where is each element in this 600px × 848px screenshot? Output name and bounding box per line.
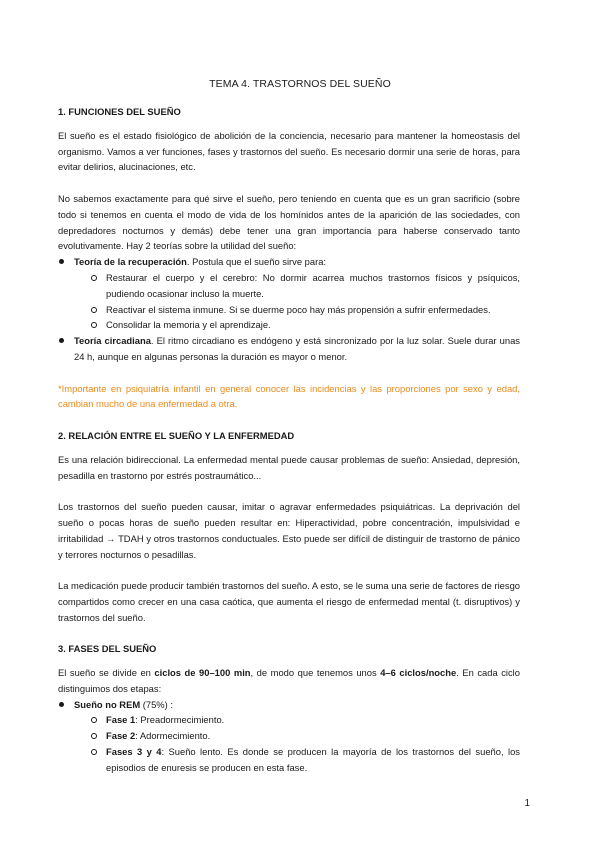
sub-list-item: [90, 728, 520, 744]
sub-list-item-text: Reactivar el sistema inmune. Si se duerme poco hay más propensión a sufrir enfermedades.: [106, 303, 491, 315]
phase-list: [58, 697, 520, 776]
highlighted-note: *Importante en psiquiatría infantil en general conocer las incidencias y las proporciones por sexo y edad, cambian mucho de una enfermedad a otra.: [58, 382, 520, 410]
bold-term: Teoría circadiana: [74, 335, 151, 347]
hollow-bullet-icon: [91, 307, 97, 313]
sub-list-item-text: : Sueño lento. Es donde se producen la mayoría de los trastornos del sueño, los episodios de enuresis se producen en esta fase.: [106, 746, 520, 773]
document-title: TEMA 4. TRASTORNOS DEL SUEÑO: [209, 78, 391, 90]
paragraph: El sueño es el estado fisiológico de abolición de la conciencia, necesario para mantener la homeostasis del organismo. Vamos a ver funciones, fases y trastornos del sueño. Es necesario dormir una serie de horas, para evitar delirios, alucinaciones, etc.: [58, 129, 520, 173]
sub-list-item: [90, 317, 520, 333]
sub-list-item-text: Consolidar la memoria y el aprendizaje.: [106, 319, 271, 331]
bullet-icon: [59, 702, 64, 707]
hollow-bullet-icon: [91, 275, 97, 281]
list-item: [58, 254, 520, 270]
hollow-bullet-icon: [91, 322, 97, 328]
list-item-text: . Postula que el sueño sirve para:: [186, 256, 327, 268]
sub-list-item: [90, 744, 520, 776]
sub-list-container: [58, 712, 520, 775]
list-item-text: . El ritmo circadiano es endógeno y está sincronizado por la luz solar. Suele durar unas 24 h, aunque en algunas personas la duración es mayor o menor.: [74, 335, 520, 362]
document-body: [58, 104, 520, 776]
sub-list-item-text: Restaurar el cuerpo y el cerebro: No dormir acarrea muchos trastornos físicos y psíquicos, pudiendo ocasionar incluso la muerte.: [106, 271, 520, 299]
sub-list-container: [58, 270, 520, 333]
section-heading-funciones: 1. FUNCIONES DEL SUEÑO: [58, 106, 181, 117]
bold-term: Sueño no REM: [74, 698, 141, 710]
list-item: [58, 333, 520, 365]
section-heading-fases: 3. FASES DEL SUEÑO: [58, 643, 157, 655]
page-number: 1: [524, 798, 530, 809]
hollow-bullet-icon: [91, 749, 97, 755]
sub-list-item-text: : Preadormecimiento.: [135, 714, 225, 726]
paragraph: Es una relación bidireccional. La enfermedad mental puede causar problemas de sueño: Ansiedad, depresión, pesadilla en trastorno por estrés postraumático...: [58, 453, 520, 481]
bold-term: Fase 2: [106, 730, 136, 742]
bullet-icon: [59, 259, 64, 264]
sub-list: [58, 270, 520, 333]
bold-term: ciclos de 90–100 min: [154, 667, 251, 679]
bold-term: Fases 3 y 4: [106, 746, 162, 758]
bold-term: 4–6 ciclos/noche: [380, 667, 457, 679]
text-run: El sueño se divide en: [58, 667, 155, 679]
paragraph: [58, 665, 520, 697]
paragraph: Los trastornos del sueño pueden causar, imitar o agravar enfermedades psiquiátricas. La deprivación del sueño o pocas horas de sueño pueden resultar en: Hiperactividad, pobre concentración, impulsividad e irritabilidad → TDAH y otros trastornos conductuales. Esto puede ser difícil de distinguir de trastorno de pánico y terrores nocturnos o pesadillas.: [58, 501, 520, 560]
bold-term: Fase 1: [106, 714, 136, 726]
paragraph: La medicación puede producir también trastornos del sueño. A esto, se le suma una serie de factores de riesgo compartidos como crecer en una casa caótica, que aumenta el riesgo de enfermedad mental (t. disruptivos) y trastornos del sueño.: [58, 580, 520, 623]
section-heading-relacion: 2. RELACIÓN ENTRE EL SUEÑO Y LA ENFERMEDAD: [58, 429, 295, 441]
theory-list: [58, 254, 520, 365]
sub-list-item: [90, 270, 520, 302]
text-run: . En cada ciclo distinguimos dos etapas:: [58, 667, 520, 694]
list-item: [58, 697, 520, 713]
paragraph: No sabemos exactamente para qué sirve el sueño, pero teniendo en cuenta que es un gran sacrificio (sobre todo si tenemos en cuenta el modo de vida de los homínidos antes de la aparición de las sociedades, con depredadores nocturnos y demás) debe tener una gran importancia para haberse conservado tanto evolutivamente. Hay 2 teorías sobre la utilidad del sueño:: [58, 192, 520, 252]
sub-list-item-text: : Adormecimiento.: [135, 730, 211, 742]
text-run: , de modo que tenemos unos: [250, 667, 381, 679]
bold-term: Teoría de la recuperación: [74, 256, 187, 268]
sub-list: [58, 712, 520, 775]
bullet-icon: [59, 338, 64, 343]
list-item-text: (75%) :: [140, 698, 173, 710]
sub-list-item: [90, 302, 520, 318]
sub-list-item: [90, 712, 520, 728]
hollow-bullet-icon: [91, 717, 97, 723]
hollow-bullet-icon: [91, 733, 97, 739]
